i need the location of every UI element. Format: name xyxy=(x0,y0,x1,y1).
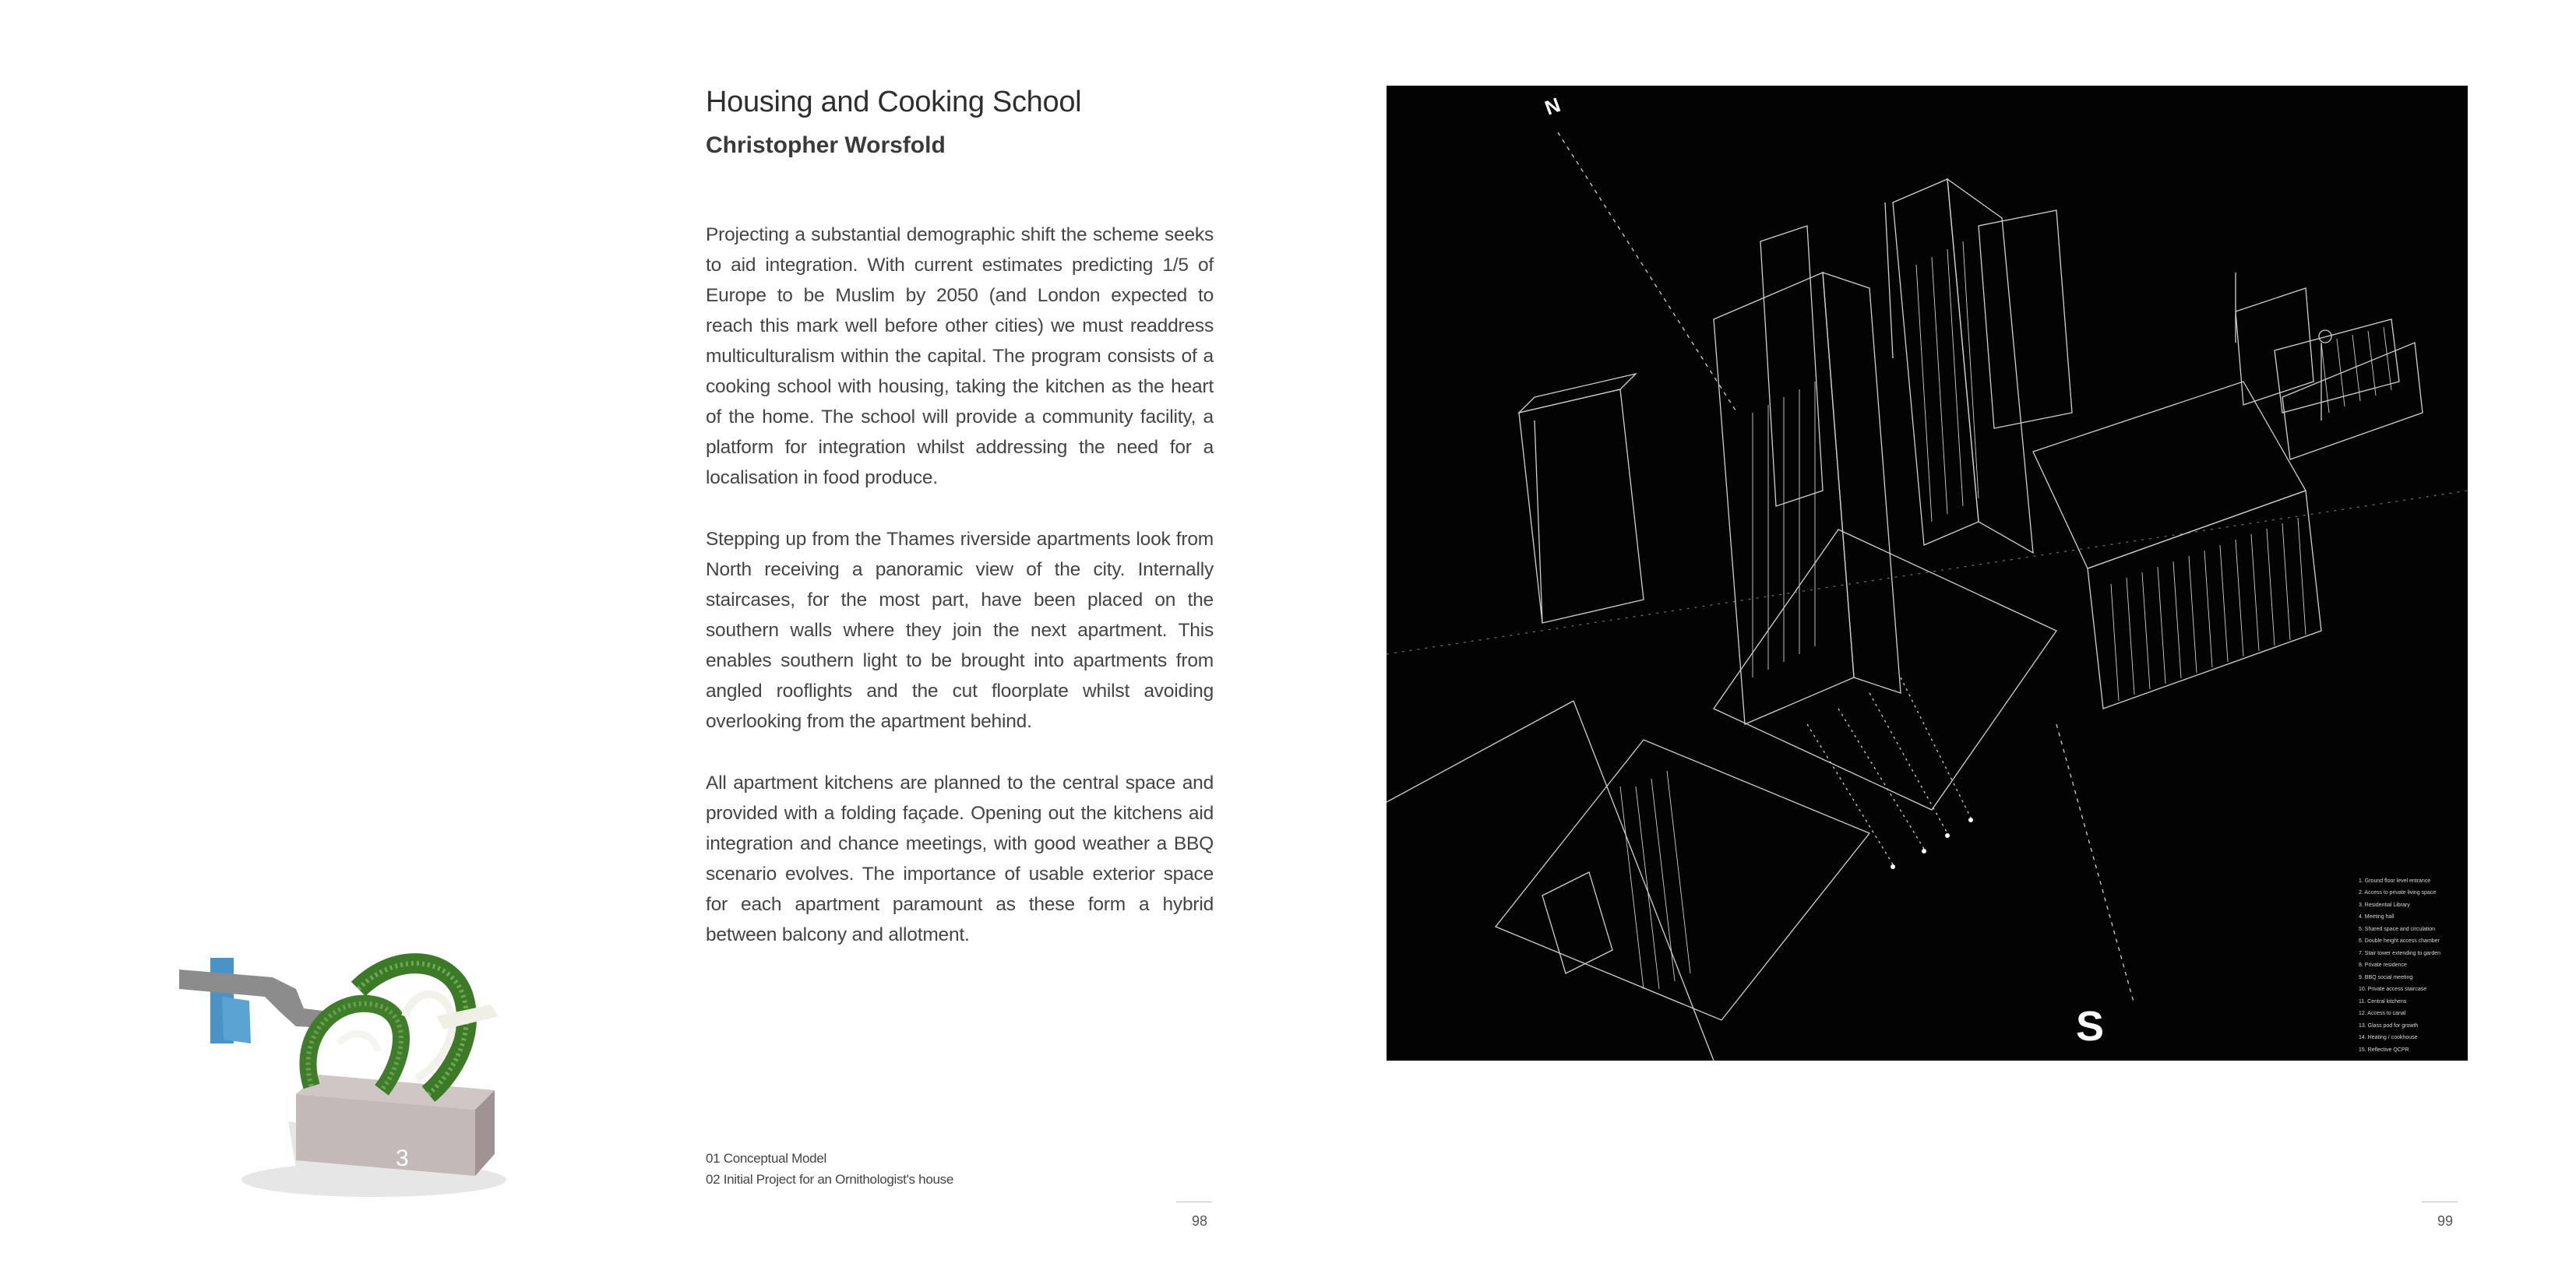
article-author: Christopher Worsfold xyxy=(706,132,946,158)
legend-item: 10. Private access staircase xyxy=(2359,987,2427,992)
legend-item: 13. Glass pod for growth xyxy=(2359,1022,2419,1029)
legend-item: 4. Meeting hall xyxy=(2359,914,2395,920)
legend-item: 11. Central kitchens xyxy=(2359,998,2407,1005)
legend-item: 1. Ground floor level entrance xyxy=(2359,878,2431,884)
caption-item: 02 Initial Project for an Ornithologist's house xyxy=(706,1172,953,1187)
axonometric-linework xyxy=(1387,86,2468,1061)
legend-item: 14. Heating / cookhouse xyxy=(2359,1035,2418,1040)
article-body xyxy=(706,220,1214,981)
legend-item: 15. Reflective QCPR xyxy=(2359,1047,2409,1053)
legend-item: 12. Access to canal xyxy=(2359,1011,2406,1016)
conceptual-model-image xyxy=(179,942,514,1207)
north-marker: N xyxy=(1542,93,1564,120)
page-number-right: 99 xyxy=(2437,1213,2454,1229)
legend-item: 6. Double height access chamber xyxy=(2359,938,2440,944)
drawing-legend xyxy=(2359,875,2451,1057)
body-paragraph: Projecting a substantial demographic shift the scheme seeks to aid integration. With current estimates predicting 1/5 of Europe to be Muslim by 2050 (and London expected to reach this mark well before other cities) we must readdress multiculturalism within the capital. The program consists of a cooking school with housing, taking the kitchen as the heart of the home. The school will provide a community facility, a platform for integration whilst addressing the need for a localisation in food produce. xyxy=(706,224,1214,488)
legend-item: 9. BBQ social meeting xyxy=(2359,974,2413,980)
axonometric-drawing xyxy=(1387,86,2468,1061)
body-paragraph: All apartment kitchens are planned to the central space and provided with a folding façade. Opening out the kitchens aid integration and chance meetings, with good weather a BBQ scenario evolves. The importance of usable exterior space for each apartment paramount as these form a hybrid between balcony and allotment. xyxy=(706,772,1214,945)
figure-captions xyxy=(706,1148,953,1190)
model-number: 3 xyxy=(396,1145,409,1171)
legend-item: 3. Residential Library xyxy=(2359,902,2410,908)
south-marker: S xyxy=(2076,1003,2105,1050)
legend-item: 5. Shared space and circulation xyxy=(2359,926,2436,932)
legend-item: 7. Stair tower extending to garden xyxy=(2359,950,2441,956)
body-paragraph: Stepping up from the Thames riverside apartments look from North receiving a panoramic view of the city. Internally staircases, for the most part, have been placed on the southern walls where they join the next apartment. This enables southern light to be brought into apartments from angled rooflights and the cut floorplate whilst avoiding overlooking from the apartment behind. xyxy=(706,529,1214,732)
legend-item: 8. Private residence xyxy=(2359,962,2407,968)
page-number-left: 98 xyxy=(1192,1213,1208,1229)
article-title: Housing and Cooking School xyxy=(706,86,1082,118)
legend-item: 2. Access to private living space xyxy=(2359,890,2437,896)
caption-item: 01 Conceptual Model xyxy=(706,1151,826,1166)
